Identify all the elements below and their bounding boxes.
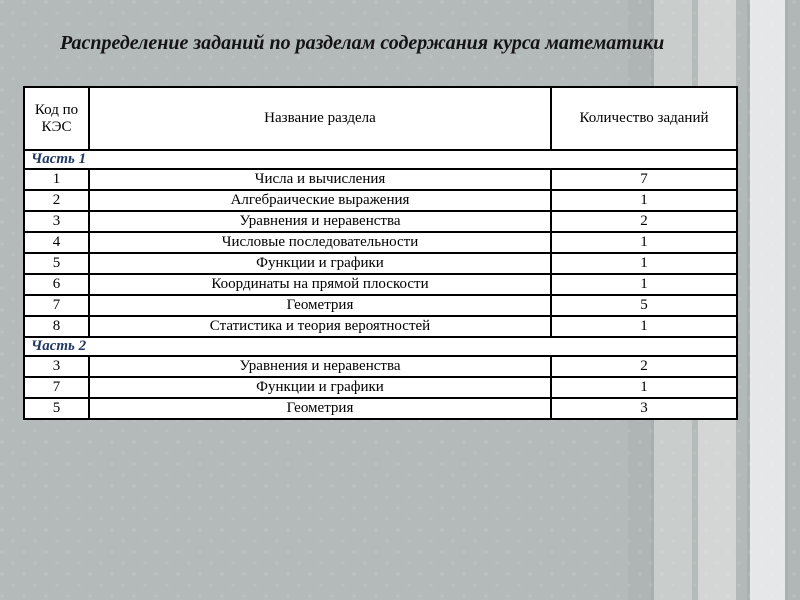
- cell-section-name: Функции и графики: [89, 377, 551, 398]
- cell-code: 7: [24, 377, 89, 398]
- part-label: Часть 2: [24, 337, 737, 356]
- cell-section-name: Геометрия: [89, 295, 551, 316]
- cell-code: 3: [24, 211, 89, 232]
- cell-code: 4: [24, 232, 89, 253]
- cell-task-count: 7: [551, 169, 737, 190]
- cell-code: 8: [24, 316, 89, 337]
- table-row: [24, 377, 737, 398]
- cell-code: 5: [24, 398, 89, 419]
- cell-section-name: Функции и графики: [89, 253, 551, 274]
- table-row: [24, 211, 737, 232]
- table-row: [24, 169, 737, 190]
- cell-task-count: 1: [551, 232, 737, 253]
- cell-section-name: Геометрия: [89, 398, 551, 419]
- part-label: Часть 1: [24, 150, 737, 169]
- distribution-table: [23, 86, 738, 420]
- cell-section-name: Числа и вычисления: [89, 169, 551, 190]
- table-row: [24, 190, 737, 211]
- table-row: [24, 316, 737, 337]
- cell-task-count: 1: [551, 274, 737, 295]
- cell-code: 6: [24, 274, 89, 295]
- slide-title: Распределение заданий по разделам содержания курса математики: [60, 32, 665, 54]
- table-row: [24, 356, 737, 377]
- table-row: [24, 253, 737, 274]
- table-row: [24, 295, 737, 316]
- table-body: [24, 150, 737, 419]
- cell-task-count: 1: [551, 190, 737, 211]
- cell-section-name: Алгебраические выражения: [89, 190, 551, 211]
- cell-task-count: 5: [551, 295, 737, 316]
- table-header-row: [24, 87, 737, 150]
- cell-section-name: Уравнения и неравенства: [89, 356, 551, 377]
- table-row: [24, 232, 737, 253]
- table-row: [24, 274, 737, 295]
- cell-task-count: 2: [551, 356, 737, 377]
- part-header-row: [24, 150, 737, 169]
- cell-section-name: Координаты на прямой плоскости: [89, 274, 551, 295]
- cell-code: 2: [24, 190, 89, 211]
- cell-task-count: 1: [551, 253, 737, 274]
- header-task-count-column: Количество заданий: [551, 87, 737, 150]
- header-section-name-column: Название раздела: [89, 87, 551, 150]
- part-header-row: [24, 337, 737, 356]
- cell-code: 7: [24, 295, 89, 316]
- cell-task-count: 2: [551, 211, 737, 232]
- cell-task-count: 3: [551, 398, 737, 419]
- cell-code: 5: [24, 253, 89, 274]
- table-row: [24, 398, 737, 419]
- cell-section-name: Статистика и теория вероятностей: [89, 316, 551, 337]
- cell-task-count: 1: [551, 377, 737, 398]
- cell-section-name: Уравнения и неравенства: [89, 211, 551, 232]
- cell-code: 3: [24, 356, 89, 377]
- cell-task-count: 1: [551, 316, 737, 337]
- cell-code: 1: [24, 169, 89, 190]
- cell-section-name: Числовые последовательности: [89, 232, 551, 253]
- header-code-column: Код по КЭС: [24, 87, 89, 150]
